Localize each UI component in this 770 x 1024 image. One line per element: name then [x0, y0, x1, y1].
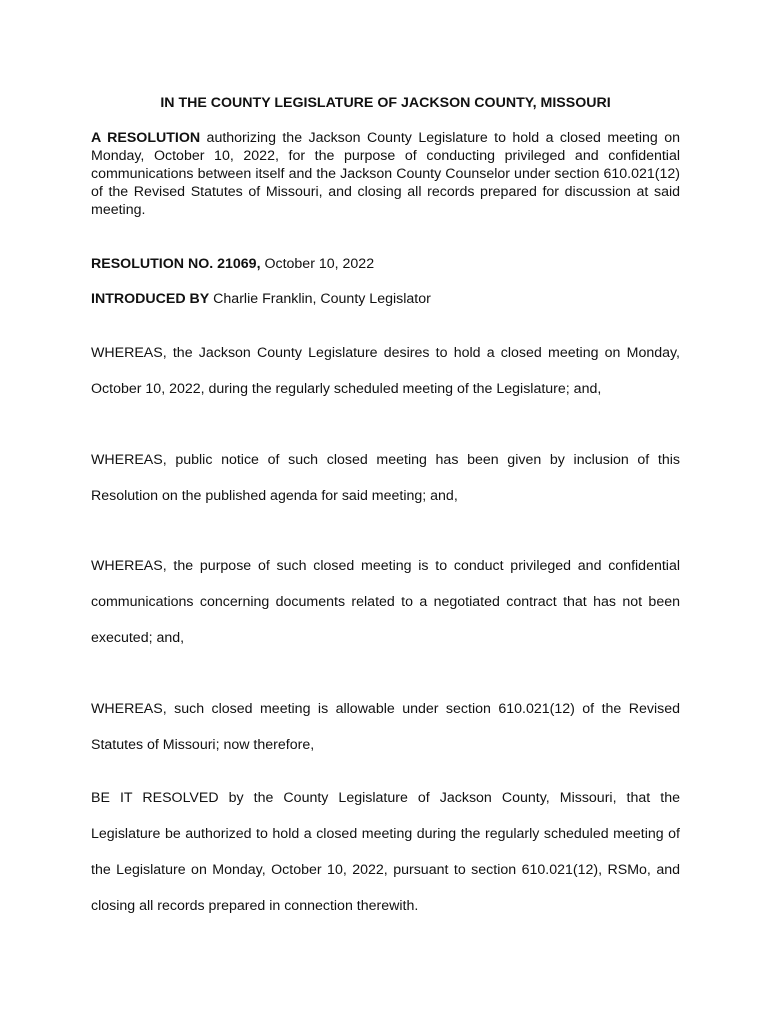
resolution-summary — [91, 129, 680, 219]
whereas-paragraph-3: WHEREAS, the purpose of such closed meeting is to conduct privileged and confidential communications concerning documents related to a negotiated contract that has not been executed; and, — [91, 558, 680, 646]
introduced-by-label: INTRODUCED BY — [91, 291, 210, 307]
resolution-date: October 10, 2022 — [260, 256, 375, 272]
whereas-paragraph-2: WHEREAS, public notice of such closed meeting has been given by inclusion of this Resolution on the published agenda for said meeting; and, — [91, 452, 680, 504]
whereas-paragraph-1: WHEREAS, the Jackson County Legislature desires to hold a closed meeting on Monday, October 10, 2022, during the regularly scheduled meeting of the Legislature; and, — [91, 345, 680, 397]
resolution-summary-text: authorizing the Jackson County Legislature to hold a closed meeting on Monday, October 10, 2022, for the purpose of conducting privileged and confidential communications between itself and the Jackson County Counselor under section 610.021(12) of the Revised Statutes of Missouri, and closing all records prepared for discussion at said meeting. — [91, 130, 680, 218]
document-page — [91, 0, 680, 1024]
resolution-summary-label: A RESOLUTION — [91, 130, 201, 146]
document-title: IN THE COUNTY LEGISLATURE OF JACKSON COUNTY, MISSOURI — [160, 95, 611, 111]
introduced-by-name: Charlie Franklin, County Legislator — [209, 291, 431, 307]
resolution-number-label: RESOLUTION NO. 21069, — [91, 256, 261, 272]
whereas-paragraph-4: WHEREAS, such closed meeting is allowable under section 610.021(12) of the Revised Statutes of Missouri; now therefore, — [91, 701, 680, 753]
introduced-by-line — [91, 290, 680, 308]
resolution-number-line — [91, 255, 680, 273]
resolved-paragraph: BE IT RESOLVED by the County Legislature of Jackson County, Missouri, that the Legislature be authorized to hold a closed meeting during the regularly scheduled meeting of the Legislature on Monday, October 10, 2022, pursuant to section 610.021(12), RSMo, and closing all records prepared in connection therewith. — [91, 790, 680, 914]
